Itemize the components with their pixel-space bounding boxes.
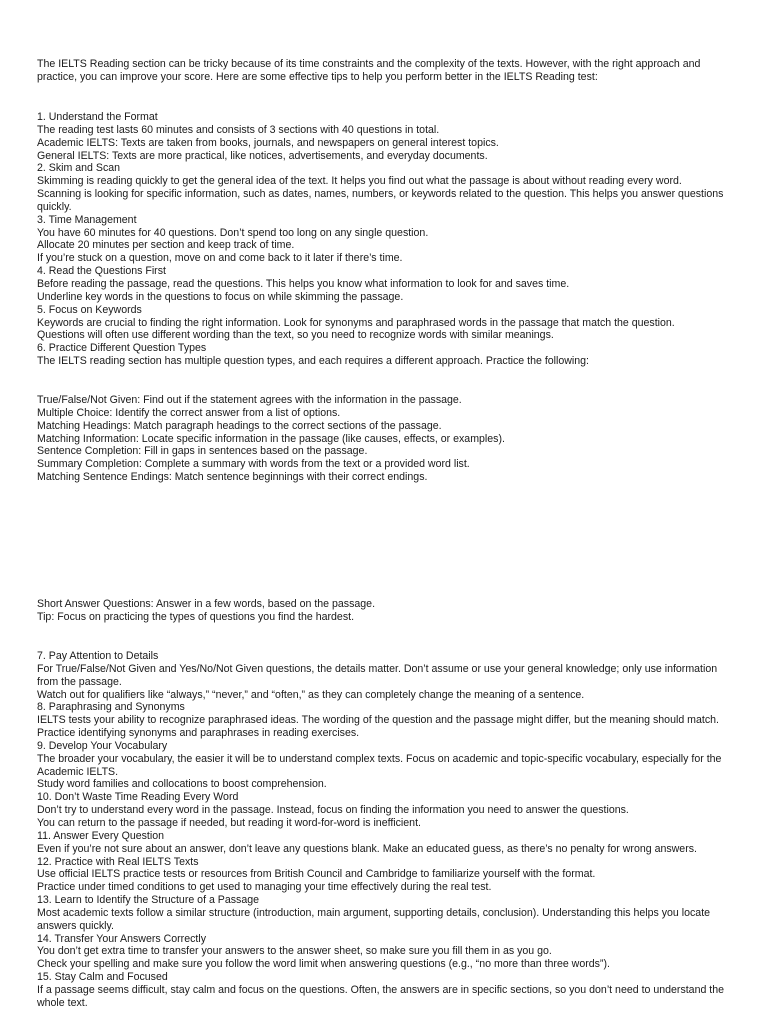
tip-heading-4: 4. Read the Questions First: [37, 265, 166, 278]
question-type-item: Multiple Choice: Identify the correct answer from a list of options.: [37, 406, 341, 419]
tip-text: Before reading the passage, read the questions. This helps you know what information to look for and saves time.: [37, 277, 570, 290]
tip-text: Keywords are crucial to finding the right information. Look for synonyms and paraphrased words in the passage that match the question.: [37, 316, 675, 329]
tip-text: If a passage seems difficult, stay calm and focus on the questions. Often, the answers are in specific sections, so you don’t need to understand the whole text.: [37, 983, 725, 1009]
tip-heading-11: 11. Answer Every Question: [37, 829, 164, 842]
tip-text: Watch out for qualifiers like “always,” “never,” and “often,” as they can completely change the meaning of a sentence.: [37, 688, 585, 701]
question-type-item: Sentence Completion: Fill in gaps in sentences based on the passage.: [37, 445, 368, 458]
tip-heading-10: 10. Don’t Waste Time Reading Every Word: [37, 791, 239, 804]
tip-text: You can return to the passage if needed, but reading it word-for-word is inefficient.: [37, 816, 421, 829]
tip-heading-14: 14. Transfer Your Answers Correctly: [37, 932, 206, 945]
tip-text: General IELTS: Texts are more practical, like notices, advertisements, and everyday documents.: [37, 149, 488, 162]
tip-heading-6: 6. Practice Different Question Types: [37, 342, 207, 355]
tip-text: Allocate 20 minutes per section and keep track of time.: [37, 239, 295, 252]
tip-text: The reading test lasts 60 minutes and consists of 3 sections with 40 questions in total.: [37, 123, 440, 136]
tip-text: Underline key words in the questions to focus on while skimming the passage.: [37, 290, 404, 303]
tip-text: Even if you’re not sure about an answer, don’t leave any questions blank. Make an educated guess, as there’s no penalty for wrong answers.: [37, 842, 697, 855]
question-type-item: Matching Headings: Match paragraph headings to the correct sections of the passage.: [37, 419, 442, 432]
tip-heading-15: 15. Stay Calm and Focused: [37, 971, 168, 984]
tip-text: Use official IELTS practice tests or resources from British Council and Cambridge to familiarize yourself with the format.: [37, 868, 596, 881]
tip-heading-12: 12. Practice with Real IELTS Texts: [37, 855, 199, 868]
tip-heading-3: 3. Time Management: [37, 213, 137, 226]
tip-text: You have 60 minutes for 40 questions. Don’t spend too long on any single question.: [37, 226, 429, 239]
tip-text: IELTS tests your ability to recognize paraphrased ideas. The wording of the question and the passage might differ, but the meaning should match.: [37, 714, 719, 727]
question-type-item: Matching Sentence Endings: Match sentence beginnings with their correct endings.: [37, 471, 428, 484]
tips-section-7-15: [37, 650, 737, 1010]
question-type-item: Matching Information: Locate specific information in the passage (like causes, effects, or examples).: [37, 432, 505, 445]
tip-text: Most academic texts follow a similar structure (introduction, main argument, supporting details, conclusion). Understanding this helps you locate answers quickly.: [37, 906, 711, 932]
tip-text: Don’t try to understand every word in the passage. Instead, focus on finding the information you need to answer the questions.: [37, 804, 629, 817]
tip-text: If you’re stuck on a question, move on and come back to it later if there’s time.: [37, 252, 403, 265]
tip-text: Study word families and collocations to boost comprehension.: [37, 778, 327, 791]
tip-heading-7: 7. Pay Attention to Details: [37, 650, 159, 662]
tip-heading-5: 5. Focus on Keywords: [37, 303, 142, 316]
intro-paragraph: The IELTS Reading section can be tricky because of its time constraints and the complexity of the texts. However, with the right approach and practice, you can improve your score. Here are some effective tips to help you perform better in the IELTS Reading test:: [37, 58, 701, 83]
tip-text: You don’t get extra time to transfer your answers to the answer sheet, so make sure you fill them in as you go.: [37, 945, 552, 958]
tips-section-1-6: [37, 111, 737, 368]
question-type-item: Short Answer Questions: Answer in a few words, based on the passage.: [37, 598, 376, 610]
tip-heading-8: 8. Paraphrasing and Synonyms: [37, 701, 185, 714]
tip-text: The IELTS reading section has multiple question types, and each requires a different approach. Practice the following:: [37, 355, 589, 368]
tip-text: Scanning is looking for specific information, such as dates, names, numbers, or keywords related to the question. This helps you answer questions quickly.: [37, 188, 724, 213]
question-types-list: [37, 394, 737, 484]
tip-text: Academic IELTS: Texts are taken from books, journals, and newspapers on general interest topics.: [37, 136, 499, 149]
tip-note: Tip: Focus on practicing the types of questions you find the hardest.: [37, 610, 355, 623]
tip-heading-2: 2. Skim and Scan: [37, 162, 121, 175]
question-type-item: Summary Completion: Complete a summary with words from the text or a provided word list.: [37, 458, 470, 471]
tip-text: The broader your vocabulary, the easier it will be to understand complex texts. Focus on academic and topic-specific vocabulary, especially for the Academic IELTS.: [37, 752, 722, 778]
tip-text: Practice identifying synonyms and paraphrases in reading exercises.: [37, 727, 360, 740]
tip-text: Check your spelling and make sure you follow the word limit when answering questions (e.g., “no more than three words”).: [37, 958, 610, 971]
tip-heading-1: 1. Understand the Format: [37, 111, 158, 123]
tip-text: Practice under timed conditions to get used to managing your time effectively during the real test.: [37, 881, 492, 894]
tip-text: Questions will often use different wording than the text, so you need to recognize words with similar meanings.: [37, 329, 554, 342]
tip-text: For True/False/Not Given and Yes/No/Not Given questions, the details matter. Don’t assume or use your general knowledge; only use information from the passage.: [37, 662, 718, 688]
short-answer-block: [37, 598, 737, 624]
tip-heading-13: 13. Learn to Identify the Structure of a Passage: [37, 894, 260, 907]
question-type-item: True/False/Not Given: Find out if the statement agrees with the information in the passage.: [37, 394, 462, 406]
tip-heading-9: 9. Develop Your Vocabulary: [37, 739, 168, 752]
tip-text: Skimming is reading quickly to get the general idea of the text. It helps you find out what the passage is about without reading every word.: [37, 175, 682, 188]
